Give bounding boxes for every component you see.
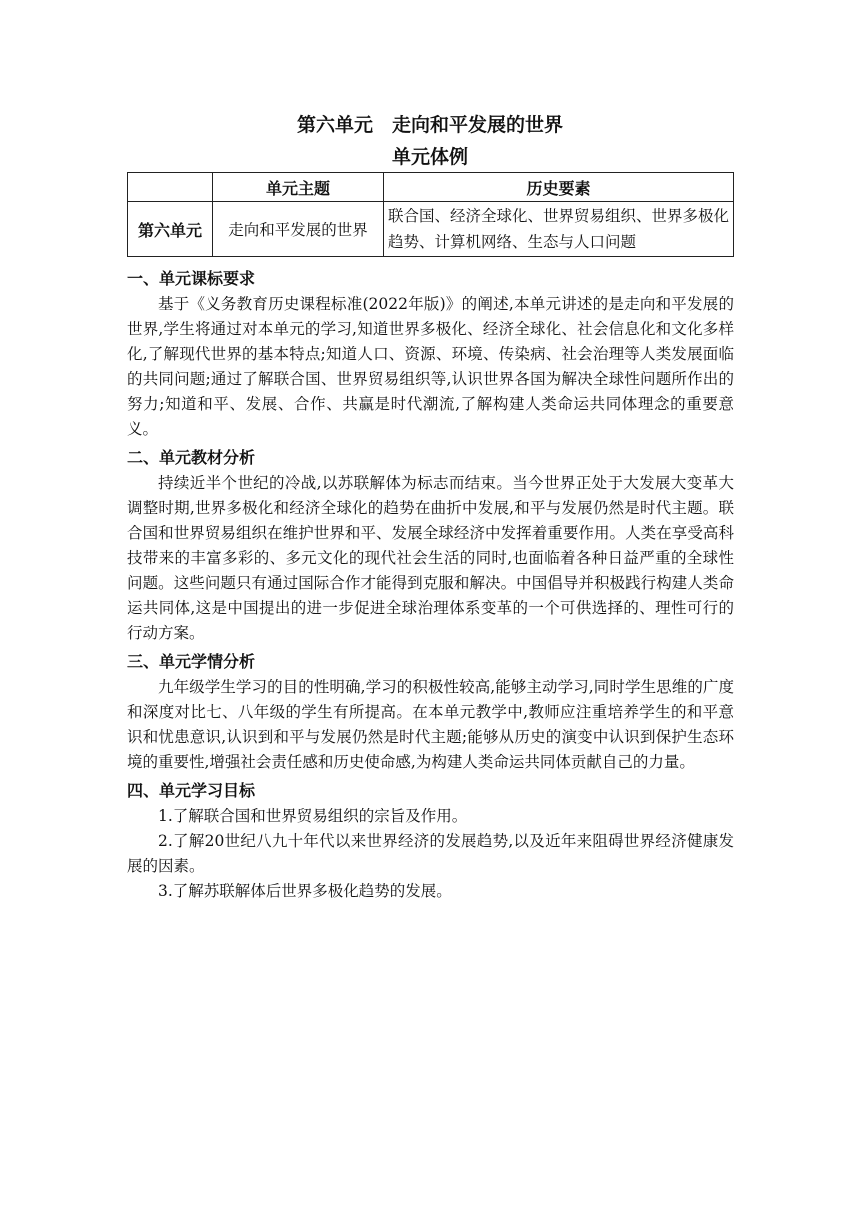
table-header-cell: 单元主题: [213, 173, 384, 202]
section-heading: 三、单元学情分析: [127, 652, 256, 671]
table-header-cell: 历史要素: [384, 173, 734, 202]
section-heading: 四、单元学习目标: [127, 781, 256, 800]
section-heading: 一、单元课标要求: [127, 269, 256, 288]
section-heading: 二、单元教材分析: [127, 448, 256, 467]
table-cell-elements: 联合国、经济全球化、世界贸易组织、世界多极化趋势、计算机网络、生态与人口问题: [384, 202, 734, 257]
document-body: [127, 266, 734, 904]
table-header-row: [128, 173, 734, 202]
table-cell-theme: 走向和平发展的世界: [213, 202, 384, 257]
page-subtitle: 单元体例: [391, 146, 468, 168]
page-title: 第六单元 走向和平发展的世界: [296, 114, 563, 136]
table-header-cell: [128, 173, 213, 202]
objective-item: 1.了解联合国和世界贸易组织的宗旨及作用。: [158, 807, 468, 825]
unit-structure-table: [127, 172, 734, 257]
section-paragraph: 基于《义务教育历史课程标准(2022年版)》的阐述,本单元讲述的是走向和平发展的世界,学生将通过对本单元的学习,知道世界多极化、经济全球化、社会信息化和文化多样化,了解现代世界的基本特点;知道人口、资源、环境、传染病、社会治理等人类发展面临的共同问题;通过了解联合国、世界贸易组织等,认识世界各国为解决全球性问题所作出的努力;知道和平、发展、合作、共赢是时代潮流,了解构建人类命运共同体理念的重要意义。: [127, 295, 734, 438]
table-cell-unit: 第六单元: [128, 202, 213, 257]
table-row: [128, 202, 734, 257]
section-paragraph: 持续近半个世纪的冷战,以苏联解体为标志而结束。当今世界正处于大发展大变革大调整时期,世界多极化和经济全球化的趋势在曲折中发展,和平与发展仍然是时代主题。联合国和世界贸易组织在维护世界和平、发展全球经济中发挥着重要作用。人类在享受高科技带来的丰富多彩的、多元文化的现代社会生活的同时,也面临着各种日益严重的全球性问题。这些问题只有通过国际合作才能得到克服和解决。中国倡导并积极践行构建人类命运共同体,这是中国提出的进一步促进全球治理体系变革的一个可供选择的、理性可行的行动方案。: [127, 474, 734, 642]
section-paragraph: 九年级学生学习的目的性明确,学习的积极性较高,能够主动学习,同时学生思维的广度和深度对比七、八年级的学生有所提高。在本单元教学中,教师应注重培养学生的和平意识和忧患意识,认识到和平与发展仍然是时代主题;能够从历史的演变中认识到保护生态环境的重要性,增强社会责任感和历史使命感,为构建人类命运共同体贡献自己的力量。: [127, 678, 734, 771]
objective-item: 3.了解苏联解体后世界多极化趋势的发展。: [158, 882, 452, 900]
objective-item: 2.了解20世纪八九十年代以来世界经济的发展趋势,以及近年来阻碍世界经济健康发展的因素。: [127, 832, 734, 875]
